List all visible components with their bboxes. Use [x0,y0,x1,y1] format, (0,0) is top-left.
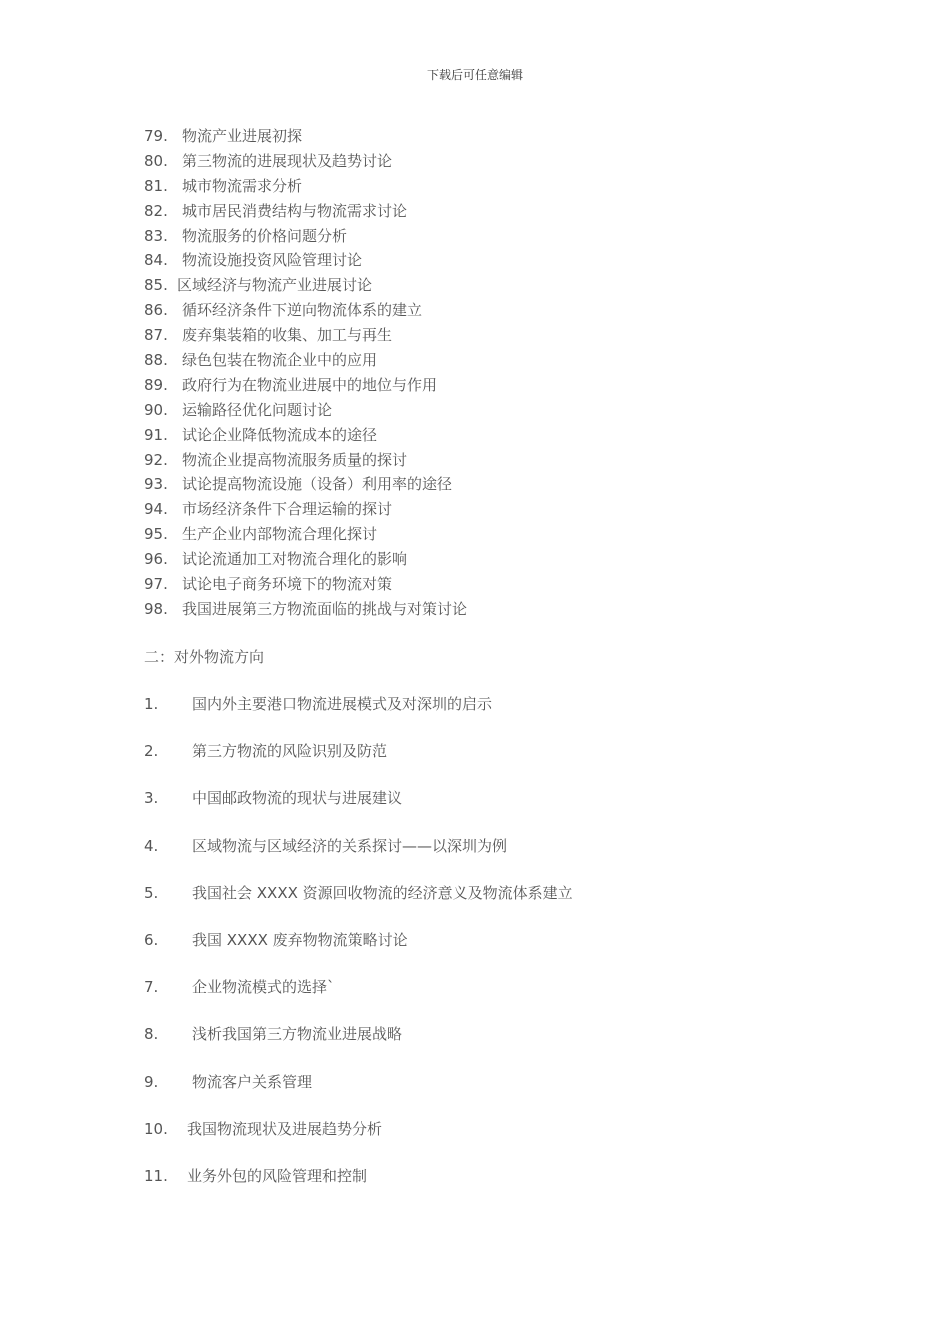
list-item [144,497,467,522]
list-item [144,472,467,497]
item-number: 82. [144,201,168,220]
item-text: 我国社会 XXXX 资源回收物流的经济意义及物流体系建立 [192,883,573,902]
item-text: 企业物流模式的选择` [192,978,335,997]
item-text: 我国 XXXX 废弃物物流策略讨论 [192,930,408,949]
item-number: 91. [144,425,168,444]
section-title: 二：对外物流方向 [144,648,265,666]
item-number: 6. [144,930,159,949]
item-number: 1. [144,695,159,713]
item-number: 92. [144,450,168,469]
list-item [144,1022,573,1069]
item-text: 绿色包装在物流企业中的应用 [182,351,378,370]
list-item [144,174,467,199]
list-item [144,547,467,572]
item-text: 物流客户关系管理 [192,1072,313,1091]
item-text: 废弃集装箱的收集、加工与再生 [182,326,393,345]
item-number: 83. [144,226,168,245]
list-item [144,224,467,249]
list-item [144,124,467,149]
list-item [144,248,467,273]
item-text: 第三方物流的风险识别及防范 [192,742,388,761]
item-text: 试论提高物流设施（设备）利用率的途径 [182,475,453,494]
item-text: 城市居民消费结构与物流需求讨论 [182,201,408,220]
item-number: 7. [144,978,159,997]
list-item [144,1070,573,1117]
topic-list-continued [144,124,467,622]
item-text: 我国物流现状及进展趋势分析 [187,1119,383,1138]
item-number: 11. [144,1166,168,1185]
item-text: 区域经济与物流产业进展讨论 [177,276,373,295]
item-number: 10. [144,1119,168,1138]
item-text: 政府行为在物流业进展中的地位与作用 [182,375,438,394]
list-item [144,373,467,398]
item-number: 88. [144,351,168,370]
list-item [144,273,467,298]
item-text: 物流产业进展初探 [182,127,303,145]
item-number: 86. [144,301,168,320]
list-item [144,975,573,1022]
list-item [144,692,573,739]
item-number: 80. [144,151,168,170]
item-text: 物流设施投资风险管理讨论 [182,251,363,270]
item-text: 循环经济条件下逆向物流体系的建立 [182,301,423,320]
item-number: 8. [144,1025,159,1044]
item-text: 物流企业提高物流服务质量的探讨 [182,450,408,469]
item-text: 试论流通加工对物流合理化的影响 [182,550,408,569]
list-item [144,928,573,975]
item-number: 90. [144,400,168,419]
item-text: 国内外主要港口物流进展模式及对深圳的启示 [192,695,493,713]
item-number: 98. [144,599,168,618]
item-text: 业务外包的风险管理和控制 [187,1166,368,1185]
list-item [144,149,467,174]
item-text: 试论企业降低物流成本的途径 [182,425,378,444]
item-text: 运输路径优化问题讨论 [182,400,333,419]
item-number: 79. [144,127,168,145]
item-text: 市场经济条件下合理运输的探讨 [182,500,393,519]
list-item [144,572,467,597]
list-item [144,199,467,224]
item-number: 96. [144,550,168,569]
item-number: 5. [144,883,159,902]
item-text: 中国邮政物流的现状与进展建议 [192,789,403,808]
list-item [144,398,467,423]
list-item [144,423,467,448]
item-number: 85. [144,276,168,295]
item-number: 81. [144,176,168,195]
external-logistics-topic-list [144,692,573,1211]
list-item [144,522,467,547]
item-text: 城市物流需求分析 [182,176,303,195]
list-item [144,348,467,373]
item-number: 97. [144,575,168,594]
item-text: 生产企业内部物流合理化探讨 [182,525,378,544]
item-number: 93. [144,475,168,494]
item-text: 物流服务的价格问题分析 [182,226,348,245]
item-text: 我国进展第三方物流面临的挑战与对策讨论 [182,599,468,618]
item-number: 9. [144,1072,159,1091]
item-number: 94. [144,500,168,519]
list-item [144,323,467,348]
list-item [144,448,467,473]
item-number: 3. [144,789,159,808]
item-number: 84. [144,251,168,270]
item-text: 区域物流与区域经济的关系探讨——以深圳为例 [192,836,508,855]
page-header: 下载后可任意编辑 [426,68,523,82]
item-number: 4. [144,836,159,855]
item-text: 浅析我国第三方物流业进展战略 [192,1025,403,1044]
item-text: 试论电子商务环境下的物流对策 [182,575,393,594]
item-number: 87. [144,326,168,345]
list-item [144,1164,573,1211]
list-item [144,834,573,881]
item-number: 89. [144,375,168,394]
list-item [144,597,467,622]
list-item [144,1117,573,1164]
item-number: 95. [144,525,168,544]
list-item [144,298,467,323]
item-number: 2. [144,742,159,761]
item-text: 第三物流的进展现状及趋势讨论 [182,151,393,170]
list-item [144,786,573,833]
list-item [144,739,573,786]
list-item [144,881,573,928]
